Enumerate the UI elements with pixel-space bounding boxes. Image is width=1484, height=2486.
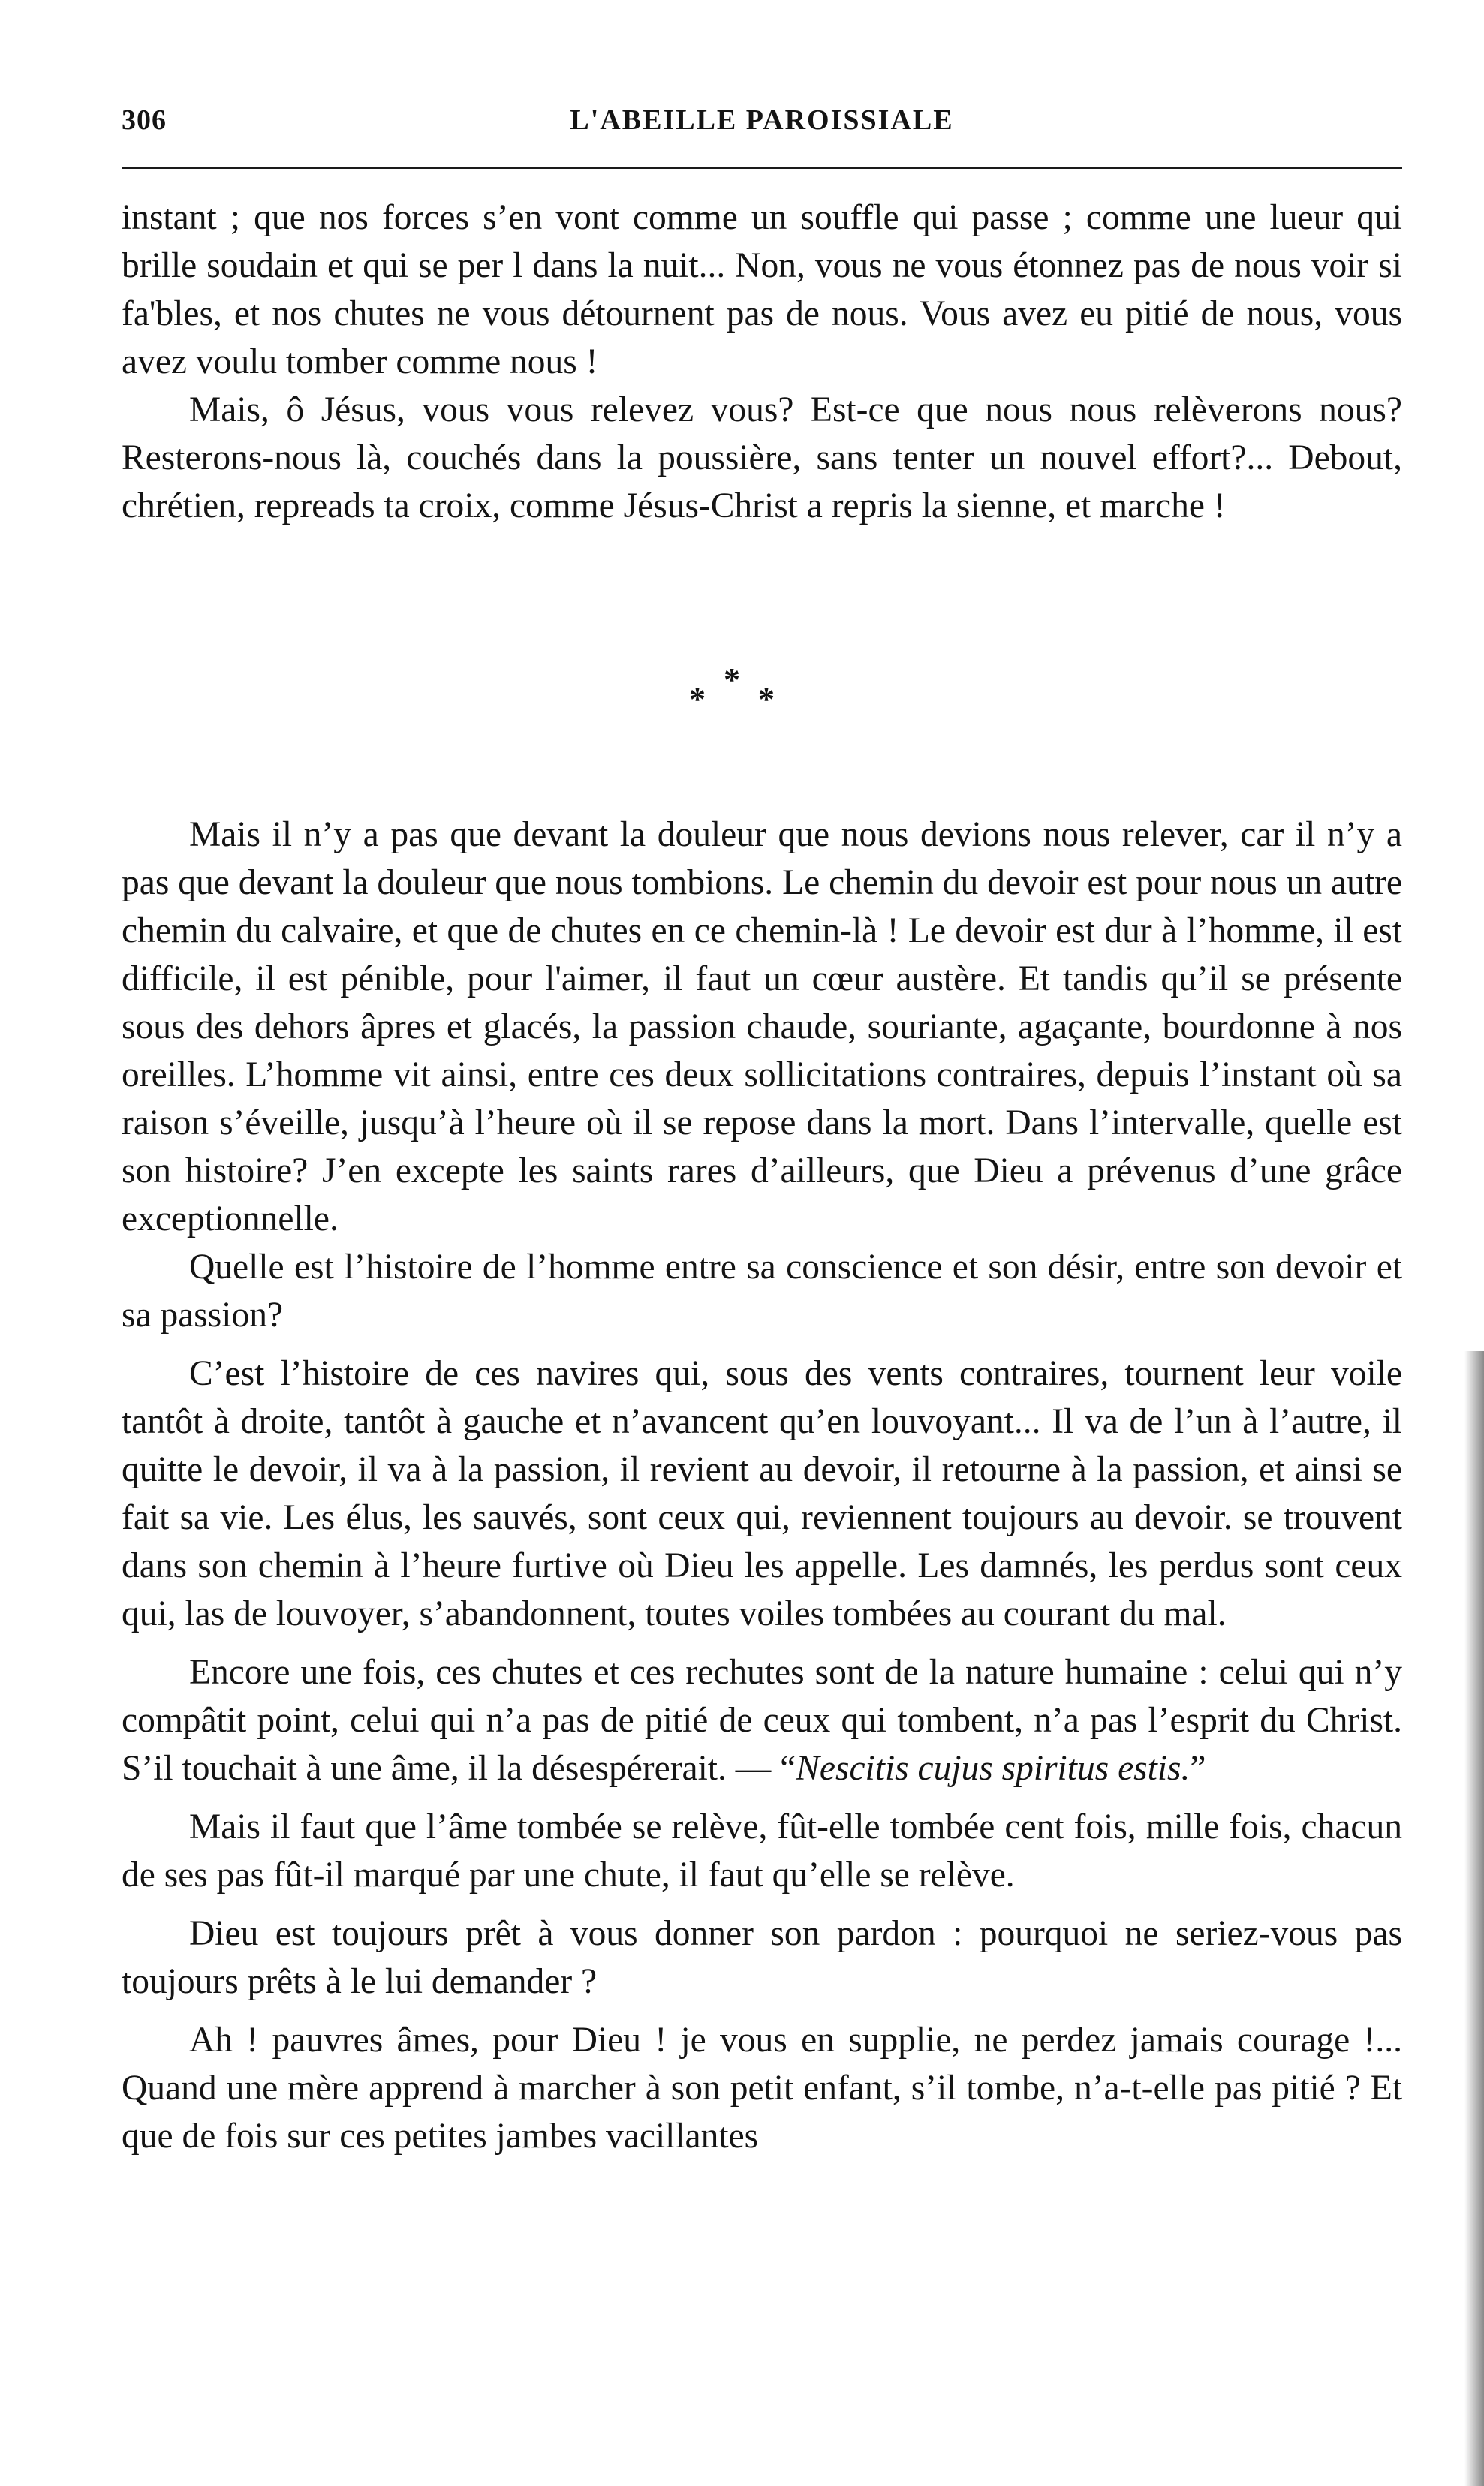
paragraph: Mais il n’y a pas que devant la douleur que nous devions nous relever, car il n’y a pas que devant la douleur que nous tombions. Le chemin du devoir est pour nous un autre chemin du calvaire, et que de chutes en ce chemin-là ! Le devoir est dur à l’homme, il est difficile, il est pénible, pour l'aimer, il faut un cœur austère. Et tandis qu’il se présente sous des dehors âpres et glacés, la passion chaude, souriante, agaçante, bourdonne à nos oreilles. L’homme vit ainsi, entre ces deux sollicitations contraires, depuis l’instant où sa raison s’éveille, jusqu’à l’heure où il se repose dans la mort. Dans l’intervalle, quelle est son histoire? J’en excepte les saints rares d’ailleurs, que Dieu a prévenus d’une grâce exceptionnelle. [122, 815, 1402, 1238]
paragraph: Dieu est toujours prêt à vous donner son pardon : pourquoi ne seriez-vous pas toujours prêts à le lui demander ? [122, 1914, 1402, 2001]
paragraph: Mais il faut que l’âme tombée se relève, fût-elle tombée cent fois, mille fois, chacun de ses pas fût-il marqué par une chute, il faut qu’elle se relève. [122, 1807, 1402, 1895]
paragraph-with-quote [122, 1648, 1402, 1792]
paragraph: instant ; que nos forces s’en vont comme un souffle qui passe ; comme une lueur qui brille soudain et qui se per l dans la nuit... Non, vous ne vous étonnez pas de nous voir si fa'bles, et nos chutes ne vous détournent pas de nous. Vous avez eu pitié de nous, vous avez voulu tomber comme nous ! [122, 198, 1402, 381]
paragraph: C’est l’histoire de ces navires qui, sous des vents contraires, tournent leur voile tantôt à droite, tantôt à gauche et n’avancent qu’en louvoyant... Il va de l’un à l’autre, il quitte le devoir, il va à la passion, il revient au devoir, il retourne à la passion, et ainsi se fait sa vie. Les élus, les sauvés, sont ceux qui, reviennent toujours au devoir. se trouvent dans son chemin à l’heure furtive où Dieu les appelle. Les damnés, les perdus sont ceux qui, las de louvoyer, s’abandonnent, toutes voiles tombées au courant du mal. [122, 1354, 1402, 1633]
page-edge-shadow [1464, 1351, 1484, 2486]
text-block-main [122, 811, 1402, 2160]
latin-quote: Nescitis cujus spiritus estis. [796, 1749, 1191, 1788]
running-title: L'ABEILLE PAROISSIALE [570, 104, 954, 136]
header-rule [122, 167, 1402, 169]
running-head [122, 104, 1402, 149]
asterism-star: * [689, 681, 706, 718]
text-block-top [122, 194, 1402, 530]
paragraph: Mais, ô Jésus, vous vous relevez vous? Est-ce que nous nous relèverons nous? Resterons-nous là, couchés dans la poussière, sans tenter un nouvel effort?... Debout, chrétien, repreads ta croix, comme Jésus-Christ a repris la sienne, et marche ! [122, 390, 1402, 525]
asterism-star: * [758, 681, 775, 718]
quote-close: ” [1190, 1749, 1206, 1788]
asterism-separator [689, 661, 794, 728]
page-number: 306 [122, 104, 167, 136]
paragraph: Ah ! pauvres âmes, pour Dieu ! je vous en supplie, ne perdez jamais courage !... Quand une mère apprend à marcher à son petit enfant, s’il tombe, n’a-t-elle pas pitié ? Et que de fois sur ces petites jambes vacillantes [122, 2021, 1402, 2156]
paragraph: Quelle est l’histoire de l’homme entre sa conscience et son désir, entre son devoir et sa passion? [122, 1248, 1402, 1335]
asterism-star: * [724, 661, 740, 698]
paragraph-text: Encore une fois, ces chutes et ces rechutes sont de la nature humaine : celui qui n’y compâtit point, celui qui n’a pas de pitié de ceux qui tombent, n’a pas l’esprit du Christ. S’il touchait à une âme, il la désespérerait. — “ [122, 1653, 1402, 1788]
